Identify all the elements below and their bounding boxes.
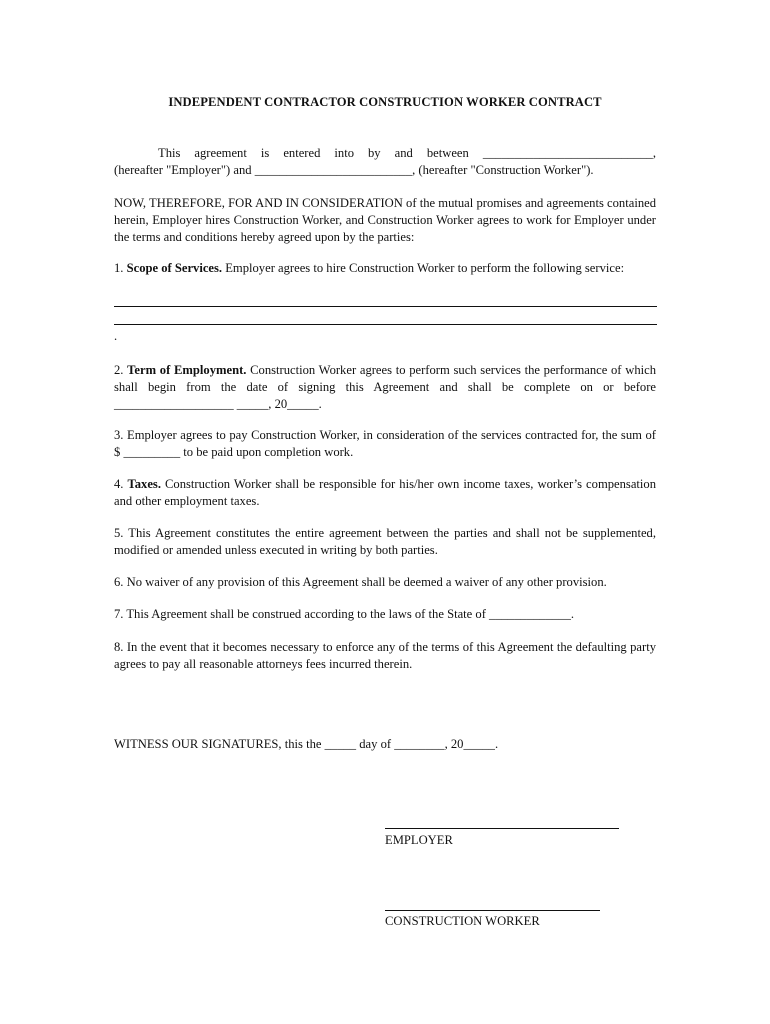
section-2-text: Construction Worker agrees to perform such services the performance of which shall begin from the date of signing this Agreement and shall be complete on or before ___________________ _____, 20_____. <box>114 363 656 411</box>
section-5-paragraph: 5. This Agreement constitutes the entire agreement between the parties and shall not be supplemented, modified or amended unless executed in writing by both parties. <box>114 526 656 557</box>
intro-line-2: (hereafter "Employer") and _________________________, (hereafter "Construction Worker"). <box>114 163 594 177</box>
intro-line-1: This agreement is entered into by and between ___________________________, <box>158 146 656 160</box>
section-2-paragraph <box>114 362 656 413</box>
section-1-text: Employer agrees to hire Construction Worker to perform the following service: <box>222 261 625 275</box>
blank-line-1 <box>114 306 657 307</box>
employer-label: EMPLOYER <box>385 833 453 847</box>
section-8-paragraph: 8. In the event that it becomes necessary to enforce any of the terms of this Agreement the defaulting party agrees to pay all reasonable attorneys fees incurred therein. <box>114 640 656 671</box>
section-7-paragraph: 7. This Agreement shall be construed according to the laws of the State of _____________. <box>114 607 575 621</box>
section-1-number: 1. <box>114 261 127 275</box>
section-4-number: 4. <box>114 477 128 491</box>
section-2-heading: Term of Employment. <box>127 363 247 377</box>
section-1-end: . <box>114 329 118 343</box>
section-1-paragraph <box>114 260 656 277</box>
section-4-heading: Taxes. <box>127 477 161 491</box>
section-1-heading: Scope of Services. <box>126 261 223 275</box>
section-6-paragraph: 6. No waiver of any provision of this Agreement shall be deemed a waiver of any other provision. <box>114 575 607 589</box>
section-4-paragraph <box>114 476 656 510</box>
consideration-paragraph: NOW, THEREFORE, FOR AND IN CONSIDERATION of the mutual promises and agreements contained herein, Employer hires Construction Worker, and Construction Worker agrees to work for Employer under the terms and conditions hereby agreed upon by the parties: <box>114 196 656 244</box>
section-4-text: Construction Worker shall be responsible for his/her own income taxes, worker’s compensation and other employment taxes. <box>114 477 657 508</box>
intro-paragraph <box>114 145 656 179</box>
section-3-paragraph: 3. Employer agrees to pay Construction Worker, in consideration of the services contracted for, the sum of $ _________ to be paid upon completion work. <box>114 428 656 459</box>
section-2-number: 2. <box>114 363 128 377</box>
employer-signature-line <box>385 828 619 829</box>
witness-line: WITNESS OUR SIGNATURES, this the _____ day of ________, 20_____. <box>114 737 499 751</box>
worker-label: CONSTRUCTION WORKER <box>385 914 540 928</box>
blank-line-2 <box>114 324 657 325</box>
document-title: INDEPENDENT CONTRACTOR CONSTRUCTION WORKER CONTRACT <box>168 95 602 109</box>
worker-signature-line <box>385 910 600 911</box>
